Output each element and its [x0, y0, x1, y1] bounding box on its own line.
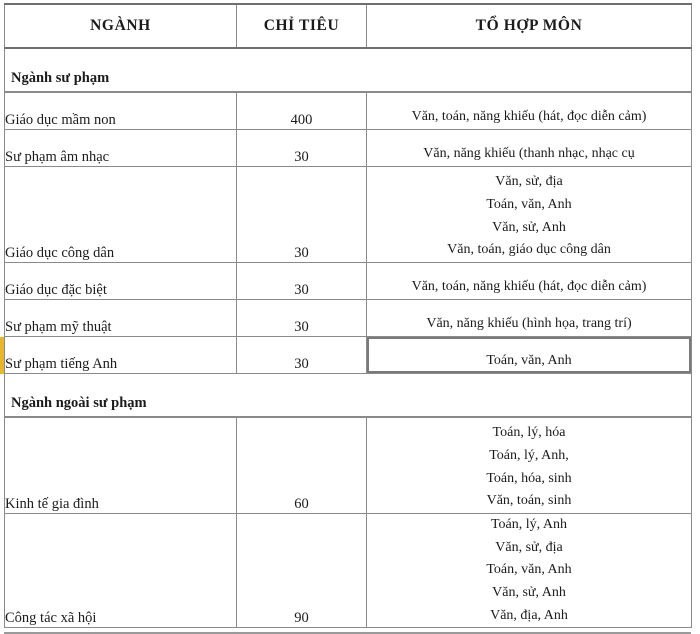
table-row[interactable]	[5, 92, 692, 130]
cell-quota[interactable]: 30	[237, 337, 367, 374]
cell-quota[interactable]: 30	[237, 167, 367, 263]
subject-combination-line: Văn, toán, năng khiếu (hát, đọc diễn cảm)	[411, 279, 647, 295]
subject-combination-line: Toán, lý, hóa	[492, 425, 566, 441]
cell-major-name[interactable]: Giáo dục đặc biệt	[5, 263, 237, 300]
column-header-chi-tieu: CHỈ TIÊU	[237, 4, 367, 48]
cell-subject-combination[interactable]	[367, 167, 692, 263]
subject-combination-line: Toán, lý, Anh,	[489, 447, 569, 463]
table-row[interactable]	[5, 300, 692, 337]
table-head	[5, 4, 692, 48]
subject-combination-line: Văn, sử, địa	[495, 174, 563, 190]
cell-quota[interactable]: 30	[237, 130, 367, 167]
cell-subject-combination[interactable]	[367, 92, 692, 130]
subject-combination-line: Văn, sử, địa	[495, 539, 563, 555]
subject-combination-line: Văn, năng khiếu (thanh nhạc, nhạc cụ	[423, 146, 635, 162]
column-header-nganh: NGÀNH	[5, 4, 237, 48]
table-row[interactable]	[5, 130, 692, 167]
cell-major-name[interactable]: Sư phạm âm nhạc	[5, 130, 237, 167]
section-title: Ngành sư phạm	[5, 48, 692, 92]
subject-combination-line: Văn, sử, Anh	[492, 219, 566, 235]
section-header-row	[5, 374, 692, 418]
admissions-table-wrapper	[4, 3, 691, 628]
subject-combination-line: Văn, toán, giáo dục công dân	[447, 242, 611, 258]
section-title: Ngành ngoài sư phạm	[5, 374, 692, 418]
cell-subject-combination[interactable]	[367, 417, 692, 514]
table-row[interactable]	[5, 337, 692, 374]
cell-subject-combination-selected[interactable]	[367, 337, 692, 374]
cell-major-name[interactable]: Công tác xã hội	[5, 514, 237, 628]
subject-combination-line: Toán, lý, Anh	[490, 517, 567, 532]
cell-major-name[interactable]: Kinh tế gia đình	[5, 417, 237, 514]
cell-quota[interactable]: 30	[237, 263, 367, 300]
subject-combination-line: Văn, địa, Anh	[490, 607, 568, 623]
column-header-to-hop-mon: TỔ HỢP MÔN	[367, 4, 692, 48]
subject-combination-line: Toán, văn, Anh	[486, 196, 572, 212]
table-row[interactable]	[5, 263, 692, 300]
subject-combination-line: Văn, sử, Anh	[492, 585, 566, 601]
table-row[interactable]	[5, 167, 692, 263]
cell-major-name[interactable]: Giáo dục mầm non	[5, 92, 237, 130]
cell-subject-combination[interactable]	[367, 300, 692, 337]
cell-quota[interactable]: 60	[237, 417, 367, 514]
cell-subject-combination[interactable]	[367, 263, 692, 300]
subject-combination-line: Toán, văn, Anh	[486, 353, 572, 369]
table-header-row	[5, 4, 692, 48]
admissions-table	[4, 3, 692, 628]
cell-quota[interactable]: 30	[237, 300, 367, 337]
cell-major-name[interactable]: Sư phạm mỹ thuật	[5, 300, 237, 337]
subject-combination-line: Văn, năng khiếu (hình họa, trang trí)	[426, 316, 632, 332]
cell-major-name[interactable]: Giáo dục công dân	[5, 167, 237, 263]
subject-combination-line: Toán, hóa, sinh	[486, 470, 572, 486]
cell-quota[interactable]: 90	[237, 514, 367, 628]
subject-combination-line: Văn, toán, sinh	[486, 493, 572, 509]
section-header-row	[5, 48, 692, 92]
cell-major-name[interactable]: Sư phạm tiếng Anh	[5, 337, 237, 374]
subject-combination-line: Toán, văn, Anh	[486, 562, 572, 578]
subject-combination-line: Văn, toán, năng khiếu (hát, đọc diễn cảm)	[411, 109, 647, 125]
cell-subject-combination[interactable]	[367, 130, 692, 167]
table-body	[5, 48, 692, 628]
table-row[interactable]	[5, 417, 692, 514]
cell-quota[interactable]: 400	[237, 92, 367, 130]
